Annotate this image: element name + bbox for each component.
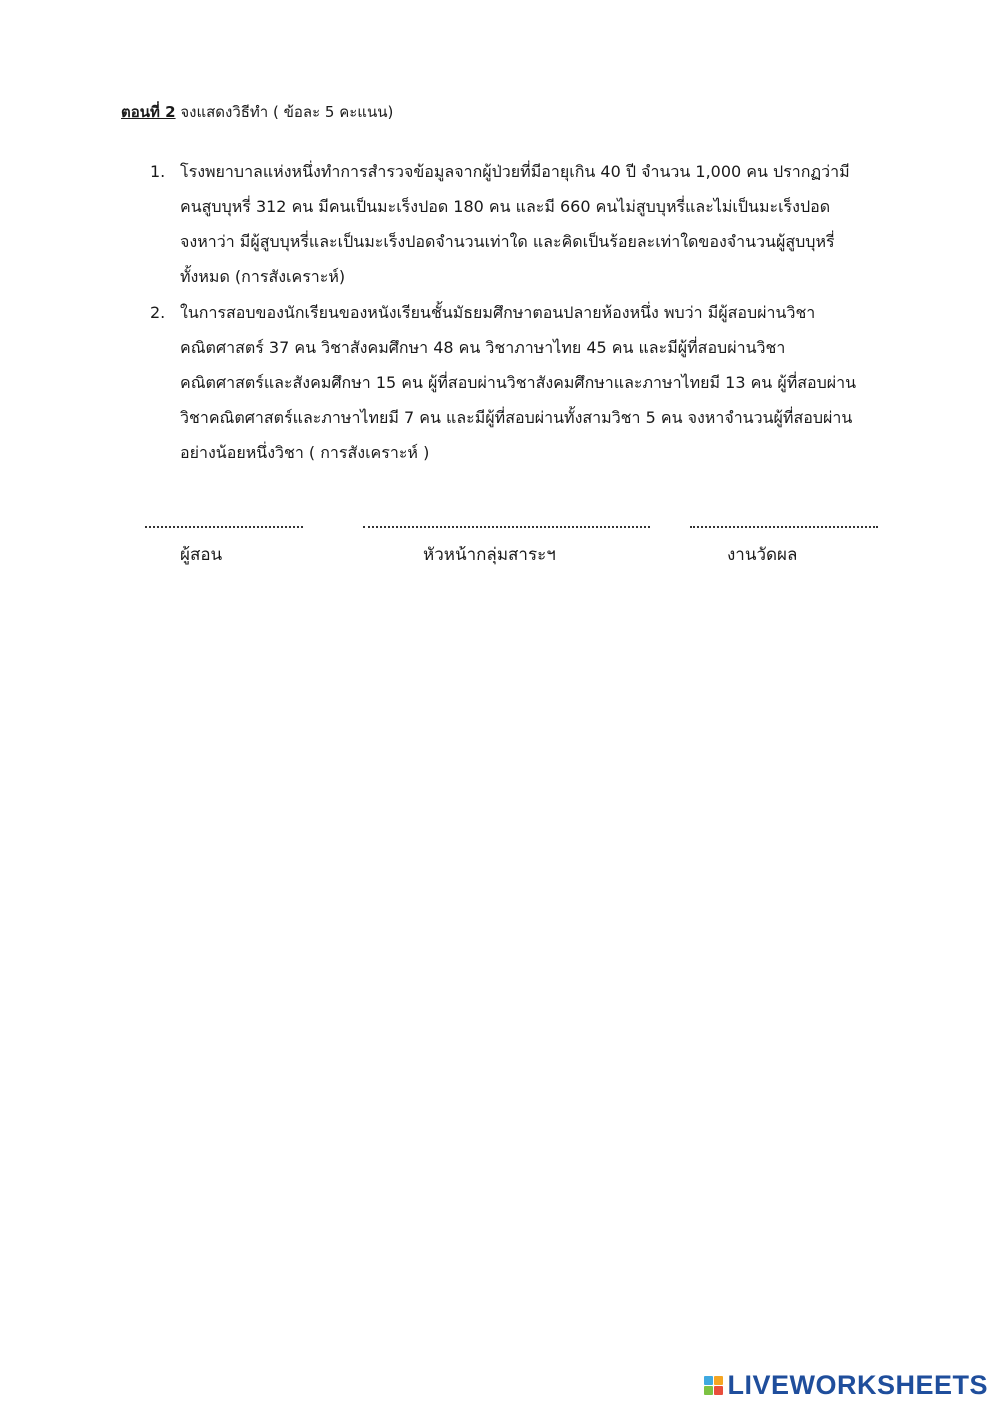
logo-square (714, 1376, 723, 1385)
question-item (150, 154, 900, 294)
question-number: 1. (150, 162, 166, 181)
signature-section (0, 510, 1000, 580)
question-list (150, 154, 900, 471)
dept-head-signature-line (363, 510, 650, 528)
dept-head-label: หัวหน้ากลุ่มสาระฯ (423, 545, 556, 565)
question-text-line: อย่างน้อยหนึ่งวิชา ( การสังเคราะห์ ) (180, 443, 430, 462)
question-text-line: คณิตศาสตร์ 37 คน วิชาสังคมศึกษา 48 คน วิชาภาษาไทย 45 คน และมีผู้ที่สอบผ่านวิชา (180, 338, 786, 357)
evaluation-label: งานวัดผล (727, 545, 798, 565)
teacher-label: ผู้สอน (180, 545, 223, 565)
evaluation-signature-line (690, 510, 878, 528)
logo-square (704, 1386, 713, 1395)
brand-name: LIVEWORKSHEETS (727, 1370, 988, 1400)
question-number: 2. (150, 303, 166, 322)
question-item (150, 295, 900, 470)
liveworksheets-brand (704, 1370, 988, 1400)
question-text-line: วิชาคณิตศาสตร์และภาษาไทยมี 7 คน และมีผู้ที่สอบผ่านทั้งสามวิชา 5 คน จงหาจำนวนผู้ที่สอบผ่าน (180, 408, 853, 427)
liveworksheets-logo-icon (704, 1376, 723, 1395)
question-text-line: คนสูบบุหรี่ 312 คน มีคนเป็นมะเร็งปอด 180 คน และมี 660 คนไม่สูบบุหรี่และไม่เป็นมะเร็งปอด (180, 197, 831, 216)
question-text-line: โรงพยาบาลแห่งหนึ่งทำการสำรวจข้อมูลจากผู้ป่วยที่มีอายุเกิน 40 ปี จำนวน 1,000 คน ปรากฏว่ามี (180, 162, 850, 181)
section-label: ตอนที่ 2 (121, 103, 176, 121)
question-text-line: ทั้งหมด (การสังเคราะห์) (180, 267, 346, 286)
question-text-line: คณิตศาสตร์และสังคมศึกษา 15 คน ผู้ที่สอบผ่านวิชาสังคมศึกษาและภาษาไทยมี 13 คน ผู้ที่สอบผ่าน (180, 373, 857, 392)
logo-square (704, 1376, 713, 1385)
logo-square (714, 1386, 723, 1395)
question-text-line: ในการสอบของนักเรียนของหนังเรียนชั้นมัธยมศึกษาตอนปลายห้องหนึ่ง พบว่า มีผู้สอบผ่านวิชา (180, 303, 816, 322)
question-text-line: จงหาว่า มีผู้สูบบุหรี่และเป็นมะเร็งปอดจำนวนเท่าใด และคิดเป็นร้อยละเท่าใดของจำนวนผู้สูบบุหรี่ (180, 232, 835, 251)
section-heading (121, 100, 393, 124)
teacher-signature-line (145, 510, 303, 528)
section-instruction: จงแสดงวิธีทำ ( ข้อละ 5 คะแนน) (180, 103, 394, 121)
